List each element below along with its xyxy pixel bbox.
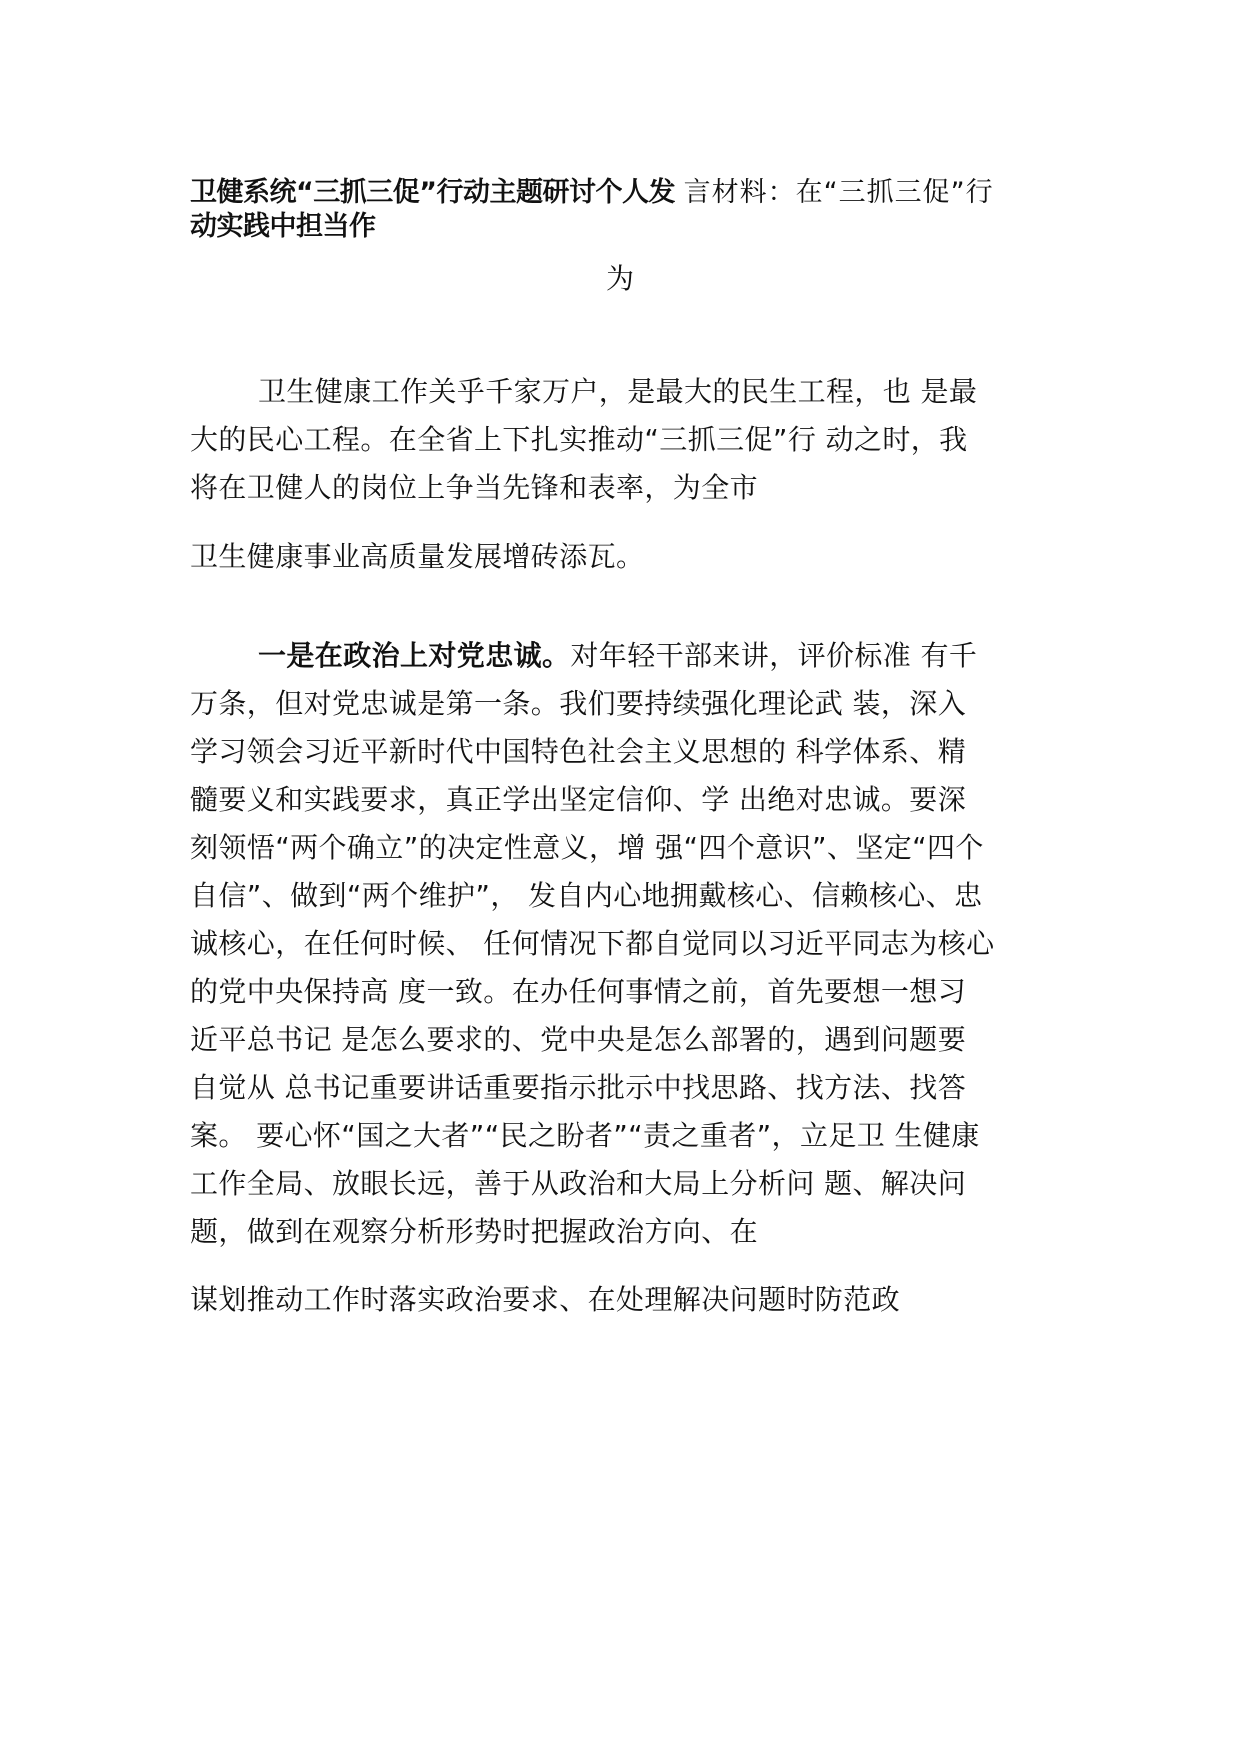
section1-line: 谋划推动工作时落实政治要求、在处理解决问题时防范政 [190,1283,901,1316]
section1-line: 的党中央保持高 度一致。在办任何事情之前，首先要想一想习 [190,975,967,1008]
section1-line: 万条，但对党忠诚是第一条。我们要持续强化理论武 装，深入 [190,687,967,720]
title-bold-part: 卫健系统“三抓三促”行动主题研讨个人发 [190,177,675,208]
intro-line: 大的民心工程。在全省上下扎实推动“三抓三促”行 动之时，我 [190,423,968,456]
section1-line: 案。 要心怀“国之大者”“民之盼者”“责之重者”，立足卫 生健康 [190,1119,980,1152]
document-title-line-1 [190,176,994,210]
intro-line: 将在卫健人的岗位上争当先锋和表率，为全市 [190,471,759,504]
title-normal-part: 言材料：在“三抓三促”行 [683,177,994,208]
section1-line: 诚核心，在任何时候、 任何情况下都自觉同以习近平同志为核心 [190,927,995,960]
section1-line: 髓要义和实践要求，真正学出坚定信仰、学 出绝对忠诚。要深 [190,783,967,816]
section1-line: 刻领悟“两个确立”的决定性意义，增 强“四个意识”、坚定“四个 [190,831,984,864]
document-title-line-2: 动实践中担当作 [190,211,376,242]
section1-line: 自觉从 总书记重要讲话重要指示批示中找思路、找方法、找答 [190,1071,967,1104]
section1-line: 工作全局、放眼长远，善于从政治和大局上分析问 题、解决问 [190,1167,967,1200]
section1-first-line [258,636,977,676]
section1-line: 自信”、做到“两个维护”， 发自内心地拥戴核心、信赖核心、忠 [190,879,983,912]
intro-line: 卫生健康工作关乎千家万户，是最大的民生工程，也 是最 [258,375,978,408]
section1-line: 题，做到在观察分析形势时把握政治方向、在 [190,1215,759,1248]
document-title-line-3: 为 [605,262,634,295]
section1-line: 学习领会习近平新时代中国特色社会主义思想的 科学体系、精 [190,735,967,768]
section1-first-line-text: 对年轻干部来讲，评价标准 有千 [570,639,978,672]
intro-line: 卫生健康事业高质量发展增砖添瓦。 [190,540,645,573]
section1-lead: 一是在政治上对党忠诚。 [258,639,571,672]
section1-line: 近平总书记 是怎么要求的、党中央是怎么部署的，遇到问题要 [190,1023,967,1056]
